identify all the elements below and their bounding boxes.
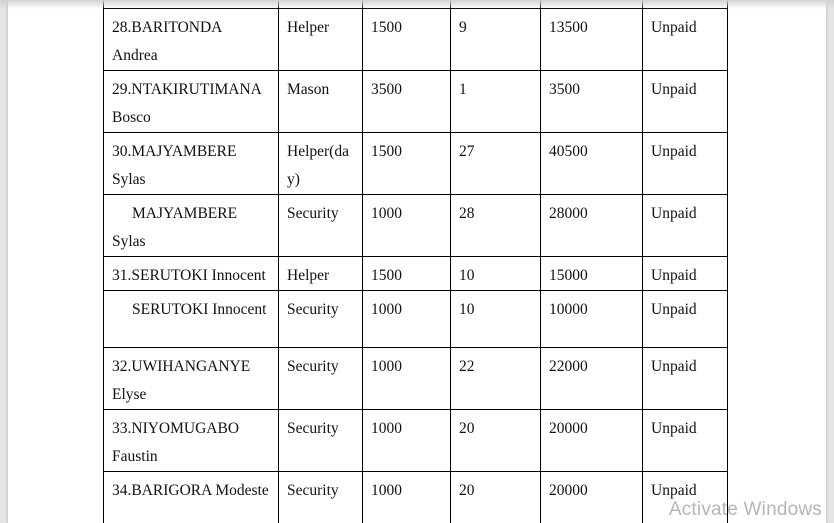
rate-cell: 1500: [363, 257, 451, 291]
rate-cell: 1000: [363, 291, 451, 348]
status-cell: Unpaid: [643, 9, 728, 71]
viewer-top-shadow: [0, 0, 834, 9]
worker-name-cell: 34.BARIGORA Modeste: [104, 472, 279, 523]
rate-cell: 1000: [363, 472, 451, 523]
rate-cell: 3500: [363, 71, 451, 133]
status-cell: Unpaid: [643, 348, 728, 410]
status-cell: Unpaid: [643, 71, 728, 133]
amount-cell: 20000: [541, 410, 643, 472]
table-row: [104, 348, 728, 410]
worker-name-cell: 31.SERUTOKI Innocent: [104, 257, 279, 291]
amount-cell: 10000: [541, 291, 643, 348]
role-cell: Mason: [279, 71, 363, 133]
rate-cell: 1000: [363, 348, 451, 410]
days-cell: 9: [451, 9, 541, 71]
amount-cell: 22000: [541, 348, 643, 410]
days-cell: 20: [451, 410, 541, 472]
role-cell: Security: [279, 410, 363, 472]
amount-cell: 28000: [541, 195, 643, 257]
activate-windows-watermark: Activate Windows: [668, 499, 822, 520]
role-cell: Security: [279, 472, 363, 523]
table-row: [104, 472, 728, 523]
status-cell: Unpaid: [643, 195, 728, 257]
table-row: [104, 133, 728, 195]
payroll-table: [103, 0, 728, 523]
role-cell: Security: [279, 195, 363, 257]
table-row: [104, 410, 728, 472]
amount-cell: 20000: [541, 472, 643, 523]
table-row: [104, 291, 728, 348]
amount-cell: 3500: [541, 71, 643, 133]
document-page: [8, 0, 826, 523]
status-cell: Unpaid: [643, 257, 728, 291]
days-cell: 1: [451, 71, 541, 133]
days-cell: 28: [451, 195, 541, 257]
status-cell: Unpaid: [643, 291, 728, 348]
days-cell: 27: [451, 133, 541, 195]
rate-cell: 1500: [363, 133, 451, 195]
table-row: [104, 9, 728, 71]
days-cell: 22: [451, 348, 541, 410]
worker-name-cell: SERUTOKI Innocent: [104, 291, 279, 348]
worker-name-cell: 29.NTAKIRUTIMANA Bosco: [104, 71, 279, 133]
worker-name-cell: MAJYAMBERE Sylas: [104, 195, 279, 257]
role-cell: Helper: [279, 257, 363, 291]
status-cell: Unpaid: [643, 410, 728, 472]
amount-cell: 13500: [541, 9, 643, 71]
days-cell: 20: [451, 472, 541, 523]
days-cell: 10: [451, 291, 541, 348]
table-row: [104, 257, 728, 291]
rate-cell: 1500: [363, 9, 451, 71]
role-cell: Helper: [279, 9, 363, 71]
table-row: [104, 71, 728, 133]
worker-name-cell: 28.BARITONDA Andrea: [104, 9, 279, 71]
role-cell: Helper(day): [279, 133, 363, 195]
worker-name-cell: 33.NIYOMUGABO Faustin: [104, 410, 279, 472]
days-cell: 10: [451, 257, 541, 291]
worker-name-cell: 30.MAJYAMBERE Sylas: [104, 133, 279, 195]
role-cell: Security: [279, 291, 363, 348]
amount-cell: 15000: [541, 257, 643, 291]
worker-name-cell: 32.UWIHANGANYE Elyse: [104, 348, 279, 410]
role-cell: Security: [279, 348, 363, 410]
rate-cell: 1000: [363, 195, 451, 257]
amount-cell: 40500: [541, 133, 643, 195]
status-cell: Unpaid: [643, 133, 728, 195]
rate-cell: 1000: [363, 410, 451, 472]
status-cell: Unpaid: [643, 472, 728, 523]
table-row: [104, 195, 728, 257]
